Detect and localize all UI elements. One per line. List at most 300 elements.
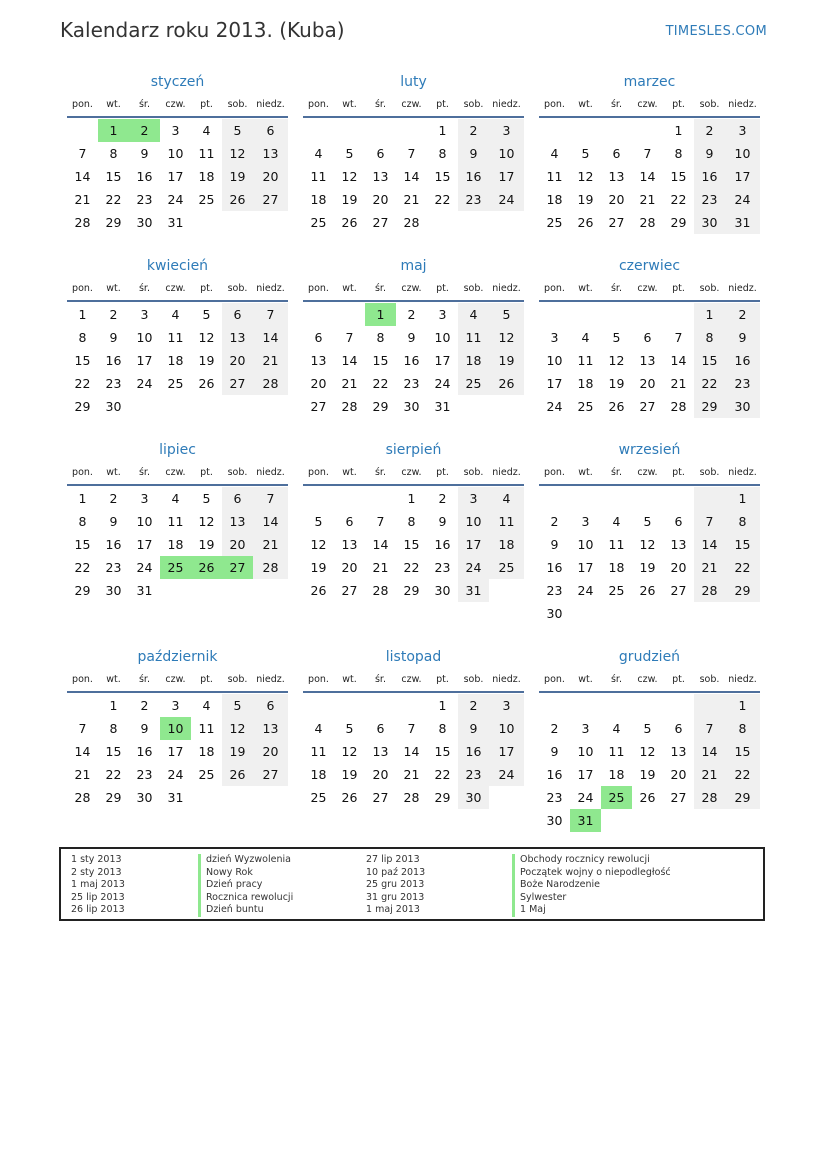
day-cell: 1 — [438, 698, 447, 713]
day-cell: 27 — [222, 372, 253, 395]
empty-cell — [570, 119, 601, 142]
day-cell: 18 — [608, 560, 625, 575]
day-cell: 31 — [458, 579, 489, 602]
day-cell: 15 — [694, 349, 725, 372]
weekday-label: wt. — [342, 283, 357, 294]
day-cell: 28 — [372, 583, 389, 598]
day-grid — [539, 486, 760, 625]
day-cell: 1 — [78, 491, 87, 506]
empty-cell — [694, 694, 725, 717]
day-cell: 9 — [407, 330, 416, 345]
day-cell: 17 — [577, 560, 594, 575]
month-name: styczeń — [150, 74, 205, 90]
day-cell: 24 — [577, 583, 594, 598]
day-cell: 17 — [577, 767, 594, 782]
day-cell: 9 — [725, 326, 760, 349]
day-cell: 20 — [670, 560, 687, 575]
day-cell: 3 — [581, 514, 590, 529]
day-cell: 20 — [341, 560, 358, 575]
day-cell: 2 — [438, 491, 447, 506]
day-cell: 9 — [694, 142, 725, 165]
day-cell: 24 — [167, 767, 184, 782]
day-cell: 22 — [725, 763, 760, 786]
day-cell: 5 — [314, 514, 323, 529]
weekday-label: pon. — [308, 467, 329, 478]
weekday-label: śr. — [138, 467, 150, 478]
weekday-label: sob. — [463, 467, 484, 478]
day-cell: 25 — [458, 372, 489, 395]
day-cell: 21 — [670, 376, 687, 391]
day-cell: 14 — [670, 353, 687, 368]
empty-cell — [663, 303, 694, 326]
day-cell: 24 — [489, 188, 524, 211]
weekday-label: czw. — [401, 674, 422, 685]
legend-date: 1 maj 2013 — [71, 879, 125, 891]
weekday-label: wt. — [342, 467, 357, 478]
weekday-label: sob. — [699, 674, 720, 685]
day-cell: 4 — [171, 307, 180, 322]
day-cell: 29 — [372, 399, 389, 414]
day-cell: 30 — [458, 786, 489, 809]
day-cell: 19 — [341, 192, 358, 207]
day-cell: 14 — [403, 169, 420, 184]
month-block — [67, 645, 288, 809]
empty-cell — [694, 487, 725, 510]
day-cell: 22 — [105, 192, 122, 207]
weekday-label: niedz. — [492, 283, 521, 294]
weekday-label: niedz. — [256, 283, 285, 294]
day-cell: 12 — [489, 326, 524, 349]
weekday-label: sob. — [227, 99, 248, 110]
day-cell: 15 — [403, 537, 420, 552]
day-cell: 23 — [105, 376, 122, 391]
empty-cell — [663, 487, 694, 510]
weekday-label: czw. — [637, 283, 658, 294]
day-cell: 31 — [725, 211, 760, 234]
day-cell: 9 — [550, 537, 559, 552]
day-cell: 27 — [341, 583, 358, 598]
day-cell: 27 — [372, 215, 389, 230]
day-cell: 10 — [434, 330, 451, 345]
day-cell: 14 — [74, 169, 91, 184]
day-cell: 30 — [136, 215, 153, 230]
day-cell: 15 — [105, 744, 122, 759]
day-cell: 12 — [341, 169, 358, 184]
day-cell: 19 — [310, 560, 327, 575]
weekday-label: wt. — [342, 99, 357, 110]
day-cell: 23 — [403, 376, 420, 391]
day-cell: 21 — [341, 376, 358, 391]
empty-cell — [570, 303, 601, 326]
day-cell: 28 — [253, 372, 288, 395]
day-cell: 14 — [694, 533, 725, 556]
weekday-label: sob. — [227, 283, 248, 294]
day-cell: 11 — [310, 744, 327, 759]
day-cell: 10 — [489, 717, 524, 740]
day-cell: 8 — [78, 330, 87, 345]
month-block — [303, 645, 524, 809]
weekday-header — [539, 669, 760, 693]
day-cell: 4 — [171, 491, 180, 506]
legend-holiday-name: Początek wojny o niepodległość — [512, 867, 671, 880]
weekday-label: niedz. — [492, 467, 521, 478]
day-cell: 22 — [74, 560, 91, 575]
weekday-label: sob. — [463, 99, 484, 110]
day-cell: 12 — [222, 717, 253, 740]
day-cell: 12 — [639, 537, 656, 552]
weekday-label: pt. — [200, 674, 213, 685]
day-cell: 26 — [639, 790, 656, 805]
day-cell: 13 — [222, 510, 253, 533]
day-cell: 4 — [612, 721, 621, 736]
day-cell: 22 — [372, 376, 389, 391]
day-cell: 12 — [608, 353, 625, 368]
day-cell: 21 — [639, 192, 656, 207]
day-cell: 25 — [167, 376, 184, 391]
day-cell: 27 — [608, 215, 625, 230]
day-cell: 7 — [694, 510, 725, 533]
empty-cell — [632, 119, 663, 142]
weekday-label: śr. — [374, 674, 386, 685]
day-cell: 15 — [434, 744, 451, 759]
weekday-header — [539, 94, 760, 118]
day-cell: 28 — [74, 215, 91, 230]
weekday-label: sob. — [463, 283, 484, 294]
holiday-day-cell: 2 — [129, 119, 160, 142]
day-cell: 16 — [546, 767, 563, 782]
day-cell: 20 — [372, 192, 389, 207]
day-cell: 1 — [438, 123, 447, 138]
day-cell: 1 — [674, 123, 683, 138]
day-cell: 9 — [140, 721, 149, 736]
day-cell: 22 — [105, 767, 122, 782]
day-cell: 17 — [489, 165, 524, 188]
legend-holiday-name: Rocznica rewolucji — [198, 892, 293, 905]
day-cell: 26 — [341, 215, 358, 230]
day-cell: 29 — [105, 790, 122, 805]
day-cell: 23 — [458, 763, 489, 786]
day-cell: 30 — [546, 606, 563, 621]
day-grid — [303, 693, 524, 809]
empty-cell — [601, 487, 632, 510]
day-cell: 23 — [434, 560, 451, 575]
legend-date: 1 sty 2013 — [71, 854, 122, 865]
day-cell: 21 — [253, 349, 288, 372]
day-cell: 22 — [434, 192, 451, 207]
day-cell: 10 — [489, 142, 524, 165]
day-cell: 30 — [136, 790, 153, 805]
day-cell: 26 — [222, 763, 253, 786]
day-cell: 25 — [198, 192, 215, 207]
empty-cell — [570, 487, 601, 510]
legend-date: 2 sty 2013 — [71, 866, 122, 878]
day-cell: 21 — [74, 767, 91, 782]
day-cell: 18 — [458, 349, 489, 372]
day-cell: 12 — [341, 744, 358, 759]
weekday-label: niedz. — [728, 467, 757, 478]
day-cell: 5 — [345, 146, 354, 161]
day-cell: 16 — [434, 537, 451, 552]
day-cell: 13 — [253, 142, 288, 165]
day-cell: 29 — [434, 790, 451, 805]
day-cell: 29 — [74, 583, 91, 598]
month-block — [539, 438, 760, 625]
day-cell: 4 — [202, 698, 211, 713]
month-block — [539, 70, 760, 234]
day-cell: 10 — [725, 142, 760, 165]
day-cell: 18 — [198, 744, 215, 759]
weekday-label: wt. — [342, 674, 357, 685]
day-cell: 17 — [167, 744, 184, 759]
day-cell: 7 — [643, 146, 652, 161]
day-cell: 30 — [105, 583, 122, 598]
weekday-label: czw. — [401, 283, 422, 294]
weekday-label: niedz. — [256, 99, 285, 110]
day-cell: 20 — [253, 740, 288, 763]
empty-cell — [334, 694, 365, 717]
month-block — [539, 645, 760, 832]
holiday-day-cell: 31 — [570, 809, 601, 832]
weekday-header — [539, 278, 760, 302]
day-cell: 21 — [74, 192, 91, 207]
day-cell: 17 — [725, 165, 760, 188]
weekday-label: wt. — [578, 467, 593, 478]
day-cell: 5 — [643, 514, 652, 529]
day-cell: 18 — [546, 192, 563, 207]
day-cell: 8 — [438, 146, 447, 161]
day-cell: 22 — [403, 560, 420, 575]
weekday-label: śr. — [138, 283, 150, 294]
day-cell: 11 — [577, 353, 594, 368]
day-cell: 31 — [167, 790, 184, 805]
day-cell: 30 — [725, 395, 760, 418]
day-cell: 14 — [694, 740, 725, 763]
day-cell: 4 — [612, 514, 621, 529]
month-block — [303, 438, 524, 602]
day-cell: 18 — [167, 353, 184, 368]
weekday-label: czw. — [165, 99, 186, 110]
month-name: sierpień — [385, 442, 442, 458]
day-cell: 5 — [581, 146, 590, 161]
day-cell: 20 — [310, 376, 327, 391]
day-cell: 6 — [345, 514, 354, 529]
empty-cell — [365, 487, 396, 510]
day-cell: 22 — [74, 376, 91, 391]
day-cell: 21 — [253, 533, 288, 556]
day-cell: 18 — [608, 767, 625, 782]
day-cell: 8 — [725, 510, 760, 533]
day-cell: 5 — [222, 119, 253, 142]
holiday-day-cell: 1 — [98, 119, 129, 142]
weekday-label: pon. — [72, 674, 93, 685]
day-cell: 16 — [136, 744, 153, 759]
day-cell: 17 — [434, 353, 451, 368]
weekday-label: wt. — [578, 283, 593, 294]
weekday-label: wt. — [106, 467, 121, 478]
empty-cell — [396, 694, 427, 717]
weekday-label: pt. — [672, 283, 685, 294]
day-cell: 18 — [577, 376, 594, 391]
weekday-label: pt. — [200, 283, 213, 294]
weekday-label: czw. — [401, 467, 422, 478]
empty-cell — [334, 303, 365, 326]
day-cell: 9 — [109, 514, 118, 529]
day-cell: 16 — [725, 349, 760, 372]
day-cell: 11 — [489, 510, 524, 533]
day-cell: 17 — [489, 740, 524, 763]
day-cell: 13 — [670, 744, 687, 759]
empty-cell — [396, 119, 427, 142]
day-cell: 8 — [376, 330, 385, 345]
day-cell: 15 — [74, 537, 91, 552]
day-cell: 16 — [546, 560, 563, 575]
day-cell: 6 — [222, 487, 253, 510]
day-cell: 30 — [694, 211, 725, 234]
holiday-day-cell: 25 — [601, 786, 632, 809]
day-cell: 19 — [639, 767, 656, 782]
day-cell: 15 — [725, 740, 760, 763]
day-cell: 7 — [345, 330, 354, 345]
brand-link[interactable]: TIMESLES.COM — [665, 24, 767, 39]
weekday-label: pon. — [72, 99, 93, 110]
day-cell: 7 — [407, 146, 416, 161]
day-cell: 29 — [725, 579, 760, 602]
day-cell: 7 — [78, 721, 87, 736]
weekday-header — [303, 462, 524, 486]
month-name: październik — [137, 649, 218, 665]
day-cell: 1 — [725, 487, 760, 510]
day-cell: 8 — [407, 514, 416, 529]
day-cell: 17 — [167, 169, 184, 184]
day-cell: 19 — [639, 560, 656, 575]
day-cell: 2 — [550, 721, 559, 736]
day-cell: 14 — [341, 353, 358, 368]
weekday-label: śr. — [374, 283, 386, 294]
day-cell: 20 — [222, 533, 253, 556]
weekday-label: pt. — [436, 467, 449, 478]
weekday-header — [303, 669, 524, 693]
empty-cell — [303, 694, 334, 717]
day-cell: 19 — [222, 740, 253, 763]
day-cell: 4 — [314, 146, 323, 161]
day-grid — [539, 118, 760, 234]
weekday-label: pon. — [544, 467, 565, 478]
day-cell: 20 — [608, 192, 625, 207]
day-cell: 6 — [376, 721, 385, 736]
weekday-label: wt. — [106, 99, 121, 110]
day-cell: 9 — [550, 744, 559, 759]
day-cell: 7 — [407, 721, 416, 736]
day-cell: 16 — [458, 165, 489, 188]
day-cell: 26 — [198, 376, 215, 391]
day-cell: 14 — [372, 537, 389, 552]
day-cell: 8 — [109, 721, 118, 736]
day-cell: 15 — [74, 353, 91, 368]
weekday-header — [303, 94, 524, 118]
day-cell: 31 — [136, 583, 153, 598]
day-cell: 29 — [694, 395, 725, 418]
day-cell: 3 — [725, 119, 760, 142]
day-grid — [303, 302, 524, 418]
day-cell: 10 — [136, 330, 153, 345]
weekday-label: wt. — [578, 674, 593, 685]
day-cell: 10 — [458, 510, 489, 533]
month-block — [67, 254, 288, 418]
weekday-label: śr. — [610, 674, 622, 685]
weekday-label: pt. — [436, 283, 449, 294]
day-cell: 29 — [725, 786, 760, 809]
month-name: luty — [400, 74, 427, 90]
legend-date: 26 lip 2013 — [71, 904, 125, 916]
day-cell: 9 — [458, 717, 489, 740]
day-cell: 13 — [372, 169, 389, 184]
day-cell: 22 — [694, 372, 725, 395]
weekday-label: sob. — [463, 674, 484, 685]
day-cell: 18 — [489, 533, 524, 556]
day-cell: 3 — [489, 694, 524, 717]
day-cell: 13 — [253, 717, 288, 740]
legend-date: 10 paź 2013 — [366, 866, 426, 878]
day-cell: 11 — [167, 514, 184, 529]
day-cell: 6 — [314, 330, 323, 345]
legend-date-column — [71, 854, 125, 917]
month-name: lipiec — [159, 442, 196, 458]
day-cell: 28 — [341, 399, 358, 414]
day-cell: 5 — [612, 330, 621, 345]
day-cell: 10 — [136, 514, 153, 529]
day-cell: 8 — [694, 326, 725, 349]
holiday-day-cell: 27 — [222, 556, 253, 579]
day-cell: 6 — [376, 146, 385, 161]
weekday-label: pt. — [436, 99, 449, 110]
day-cell: 7 — [694, 717, 725, 740]
day-cell: 4 — [314, 721, 323, 736]
day-cell: 20 — [372, 767, 389, 782]
month-block — [67, 438, 288, 602]
legend-date-column — [366, 854, 425, 917]
day-cell: 6 — [253, 694, 288, 717]
day-cell: 11 — [198, 721, 215, 736]
day-cell: 7 — [376, 514, 385, 529]
day-cell: 2 — [725, 303, 760, 326]
day-cell: 25 — [577, 399, 594, 414]
day-cell: 2 — [109, 491, 118, 506]
day-cell: 24 — [577, 790, 594, 805]
day-cell: 19 — [222, 165, 253, 188]
day-cell: 23 — [136, 192, 153, 207]
day-cell: 6 — [222, 303, 253, 326]
day-cell: 16 — [694, 165, 725, 188]
day-cell: 11 — [167, 330, 184, 345]
day-cell: 23 — [105, 560, 122, 575]
day-grid — [67, 693, 288, 809]
day-grid — [539, 302, 760, 418]
month-block — [303, 70, 524, 234]
weekday-label: pt. — [672, 99, 685, 110]
day-cell: 2 — [458, 694, 489, 717]
weekday-label: pon. — [308, 99, 329, 110]
day-cell: 7 — [253, 487, 288, 510]
weekday-label: wt. — [106, 283, 121, 294]
day-cell: 18 — [310, 767, 327, 782]
day-cell: 23 — [458, 188, 489, 211]
day-cell: 1 — [407, 491, 416, 506]
day-cell: 19 — [198, 353, 215, 368]
legend-holiday-name: Nowy Rok — [198, 867, 293, 880]
legend-holiday-name: dzień Wyzwolenia — [198, 854, 293, 867]
day-cell: 2 — [550, 514, 559, 529]
day-cell: 25 — [608, 583, 625, 598]
